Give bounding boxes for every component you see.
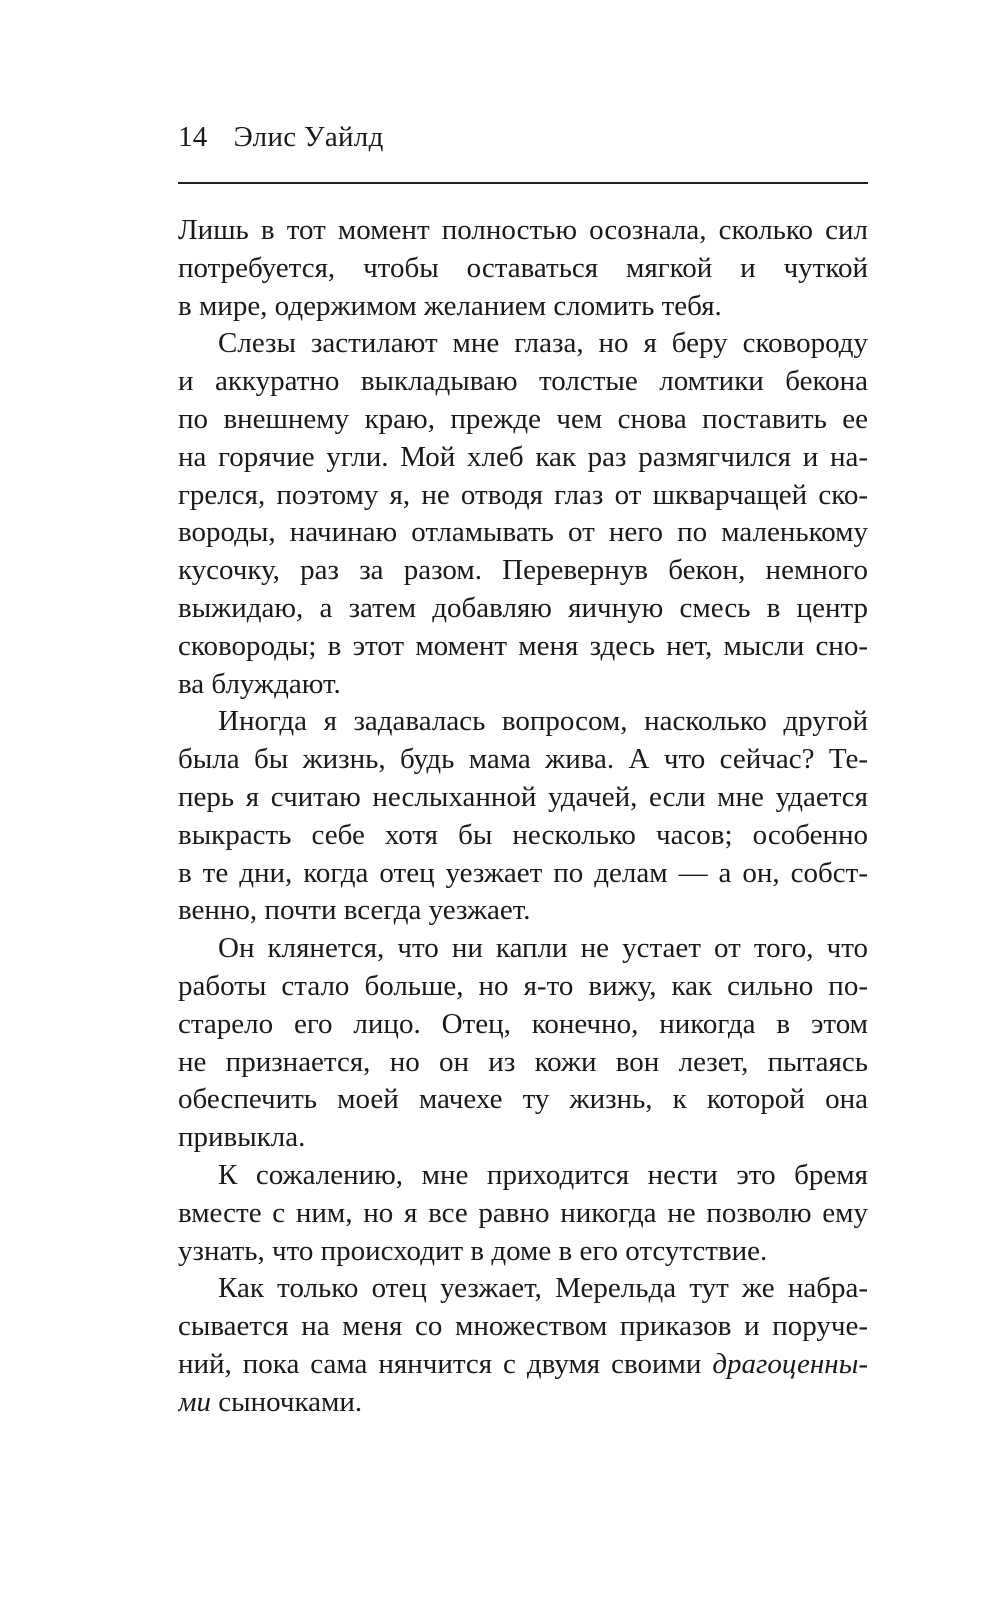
text-line: потребуется, чтобы оставаться мягкой и чуткой: [178, 251, 868, 284]
text-line: ва блуждают.: [178, 667, 341, 700]
text-line: К сожалению, мне приходится нести это бремя: [218, 1158, 868, 1191]
italic-text: драгоценны-: [712, 1347, 868, 1380]
author-name: Элис Уайлд: [233, 121, 384, 153]
text-line: в те дни, когда отец уезжает по делам — а он, собст-: [178, 856, 868, 889]
text-line: по внешнему краю, прежде чем снова поставить ее: [178, 402, 868, 435]
running-header: [178, 117, 384, 157]
text-line: не признается, но он из кожи вон лезет, пытаясь: [178, 1045, 868, 1078]
text-line: обеспечить моей мачехе ту жизнь, к которой она: [178, 1083, 868, 1116]
text-line: привыкла.: [178, 1121, 306, 1154]
text-line: вместе с ним, но я все равно никогда не позволю ему: [178, 1196, 868, 1229]
text-line: Слезы застилают мне глаза, но я беру сковороду: [218, 327, 868, 360]
italic-text: ми: [178, 1385, 212, 1418]
text-line: выкрасть себе хотя бы несколько часов; особенно: [178, 818, 868, 851]
page-number: 14: [178, 121, 208, 153]
text-line: Иногда я задавалась вопросом, насколько другой: [218, 705, 868, 738]
text-line: перь я считаю неслыханной удачей, если мне удается: [178, 780, 868, 813]
text-segment: сыночками.: [211, 1385, 363, 1418]
text-segment: ний, пока сама нянчится с двумя своими: [178, 1347, 713, 1380]
text-line: грелся, поэтому я, не отводя глаз от шкварчащей ско-: [178, 478, 868, 511]
text-line: венно, почти всегда уезжает.: [178, 894, 531, 927]
text-line: Лишь в тот момент полностью осознала, сколько сил: [178, 214, 868, 246]
text-line: работы стало больше, но я-то вижу, как сильно по-: [178, 969, 868, 1002]
text-line: на горячие угли. Мой хлеб как раз размягчился и на-: [178, 440, 868, 473]
text-line: Как только отец уезжает, Мерельда тут же набра-: [218, 1272, 868, 1305]
text-line: была бы жизнь, будь мама жива. А что сейчас? Те-: [178, 743, 868, 776]
text-line: сывается на меня со множеством приказов и поруче-: [178, 1310, 868, 1343]
text-line: вороды, начинаю отламывать от него по маленькому: [178, 516, 868, 549]
text-line: [178, 1346, 868, 1384]
text-line: кусочку, раз за разом. Перевернув бекон, немного: [178, 554, 868, 587]
text-line: узнать, что происходит в доме в его отсутствие.: [178, 1234, 768, 1267]
text-line: и аккуратно выкладываю толстые ломтики бекона: [178, 365, 868, 398]
text-line: старело его лицо. Отец, конечно, никогда в этом: [178, 1007, 868, 1040]
text-line: выжидаю, а затем добавляю яичную смесь в центр: [178, 591, 868, 624]
header-divider: [178, 182, 868, 184]
text-line: в мире, одержимом желанием сломить тебя.: [178, 289, 722, 322]
text-line: [178, 1384, 868, 1422]
body-text: [178, 212, 868, 1422]
text-line: Он клянется, что ни капли не устает от того, что: [218, 932, 868, 965]
text-line: сковороды; в этот момент меня здесь нет, мысли сно-: [178, 629, 868, 662]
